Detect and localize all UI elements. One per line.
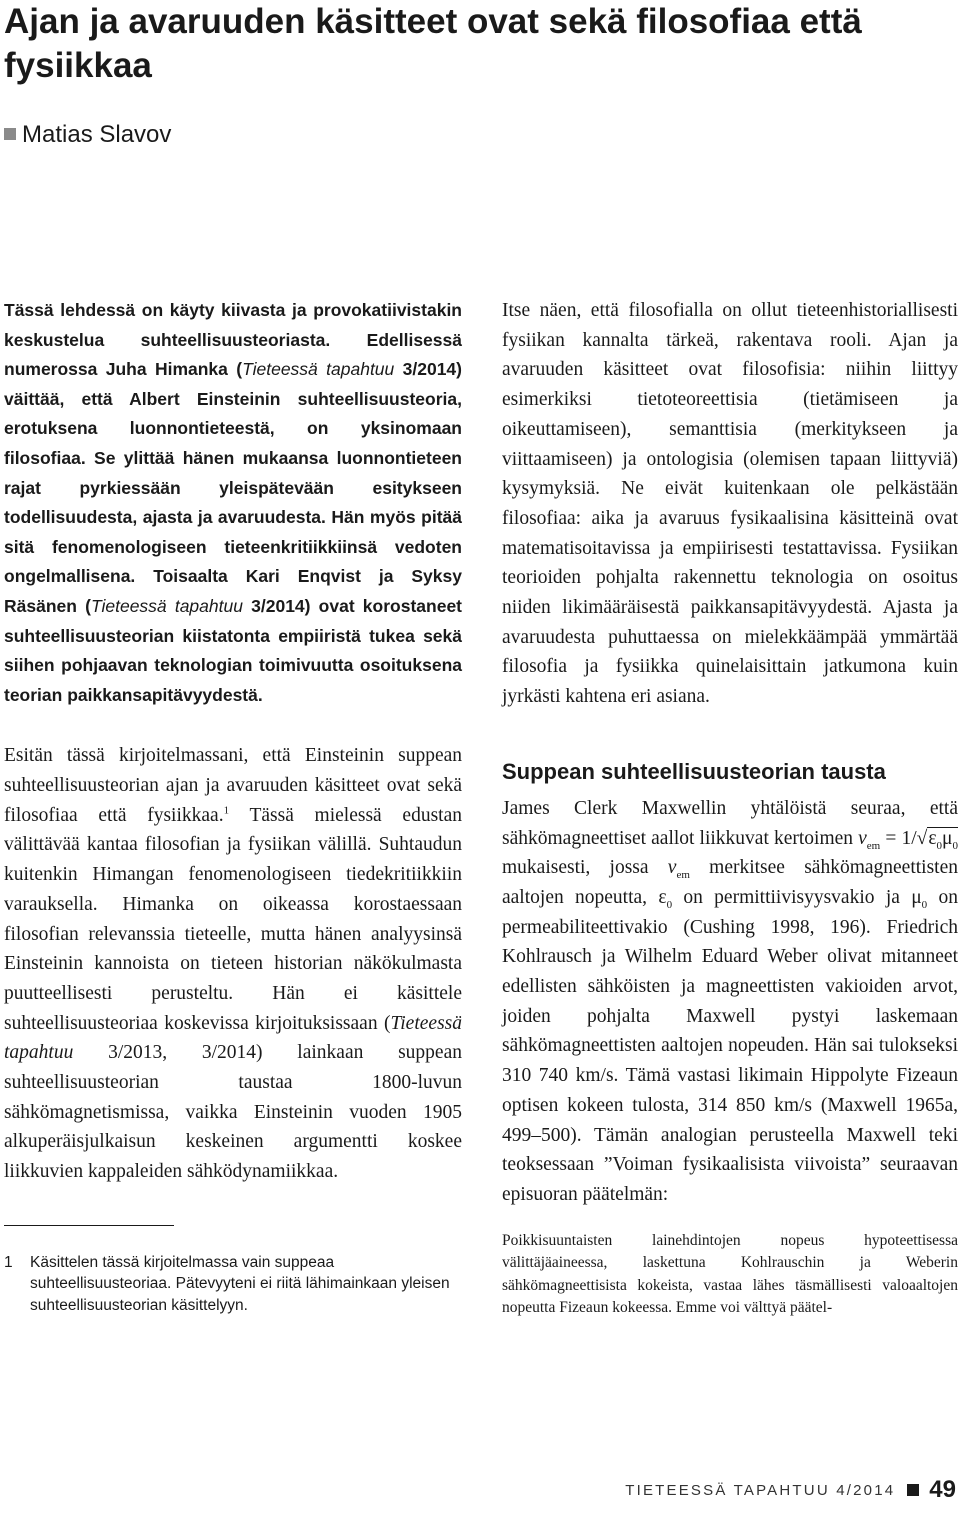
- epsilon-symbol: ε: [928, 827, 937, 849]
- lead-text-1: Tässä lehdessä on käyty kiivasta ja provokatiivistakin keskustelua suhteellisuusteoriasta. Edellisessä numerossa Juha Himanka (: [4, 300, 462, 380]
- page-number: 49: [929, 1476, 956, 1503]
- lead-paragraph: [4, 296, 462, 710]
- mu-subscript-2: 0: [921, 898, 928, 911]
- lead-text-2: 3/2014) väittää, että Albert Einsteinin suhteellisuusteoria, erotuksena luonnontieteestä, on yksinomaan filosofiaa. Se ylittää hänen mukaansa luonnontieteen rajat pyrkiessään yleispätevään esitykseen todellisuudesta, ajasta ja avaruudesta. Hän myös pitää sitä fenomenologiseen tieteenkritiikkiinsä vedoten ongelmallisena. Toisaalta Kari Enqvist ja Syksy Räsänen (: [4, 359, 462, 616]
- author-byline: [4, 118, 171, 152]
- mu-subscript: 0: [952, 839, 958, 852]
- lead-text-3: 3/2014) ovat korostaneet suhteellisuusteorian kiistatonta empiiristä tukea sekä siihen pohjaavan teknologian toimivuutta osoituksena teorian paikkansapitävyydestä.: [4, 595, 463, 705]
- epsilon-subscript: 0: [936, 839, 943, 852]
- epsilon-subscript-2: 0: [666, 898, 673, 911]
- lead-source-1: Tieteessä tapahtuu: [242, 359, 395, 380]
- nu-symbol-2: ν: [667, 857, 677, 879]
- left-column: [4, 296, 462, 1316]
- lead-source-2: Tieteessä tapahtuu: [90, 595, 243, 616]
- mu-symbol: μ: [942, 827, 953, 849]
- body-right-text-b: mukaisesti, jossa: [502, 857, 668, 879]
- square-bullet-icon: [4, 128, 16, 140]
- body-left-text-c: 3/2013, 3/2014) lainkaan suppean suhteellisuusteorian taustaa 1800-luvun sähkömagnetismissa, vaikka Einsteinin vuoden 1905 alkuperäisjulkaisun keskeinen argumentti koskee liikkuvien kappaleiden sähködynamiikkaa.: [4, 1042, 462, 1183]
- body-left-text-a: Esitän tässä kirjoitelmassani, että Einsteinin suppean suhteellisuusteorian ajan ja avaruuden käsitteet ovat sekä filosofiaa että fysiikkaa.: [4, 745, 462, 826]
- author-name: Matias Slavov: [22, 121, 172, 148]
- body-paragraph-right-1: Itse näen, että filosofialla on ollut tieteenhistoriallisesti fysiikan kannalta tärkeä, rakentava rooli. Ajan ja avaruuden käsitteet ovat filosofisia: niihin liittyy esimerkiksi tietoteoreettisia (tietämiseen ja oikeuttamiseen), semanttisia (merkitykseen ja viittaamiseen) ja ontologisia (olemisen tapaan liittyviä) kysymyksiä. Ne eivät kuitenkaan ole pelkästään filosofiaa: aika ja avaruus fysikaalisina käsitteinä ovat matematisoitavissa ja empiirisesti testattavissa. Fysiikan teorioiden pohjalta rakennettu teknologia on osoitus niiden likimääräisestä paikkansapitävyydestä. Ajasta ja avaruudesta puhuttaessa on mielekkäämpää ymmärtää filosofia ja fysiikka quinelaisittain jatkumona kuin jyrkästi kahtena eri asiana.: [502, 300, 958, 708]
- journal-name: TIETEESSÄ TAPAHTUU 4/2014: [625, 1481, 896, 1499]
- body-right-text-d: on permittiivisyysvakio ja: [672, 886, 912, 908]
- nu-subscript: em: [866, 839, 881, 852]
- block-quote: Poikkisuuntaisten lainehdintojen nopeus hypoteettisessa välittäjäaineessa, laskettuna Kohlrauschin ja Weberin sähkömagneettisista kokeista, vastaa lähes täsmällisesti valoaaltojen nopeutta Fizeaun kokeessa. Emme voi välttyä päätel-: [502, 1231, 958, 1317]
- right-column: [502, 296, 958, 1320]
- footnote: [4, 1252, 462, 1317]
- article-title: Ajan ja avaruuden käsitteet ovat sekä filosofiaa että fysiikkaa: [4, 2, 862, 85]
- formula-equals: = 1/√: [880, 827, 928, 849]
- nu-symbol: ν: [858, 827, 867, 849]
- body-paragraph-left: [4, 741, 462, 1187]
- footnote-ref[interactable]: 1: [223, 804, 230, 817]
- footnote-divider: [4, 1225, 174, 1226]
- square-icon: [907, 1484, 919, 1496]
- section-heading: Suppean suhteellisuusteorian tausta: [502, 758, 886, 784]
- body-left-text-b: Tässä mielessä edustan välittävää kantaa filosofian ja fysiikan välillä. Suhtaudun kuitenkin Himangan fenomenologiseen tiedekritiikkiin varauksella. Himanka on oikeassa korostaessaan filosofian relevanssia tieteelle, mutta hänen analyysinsä Einsteinin kannoista on tieteen historian näkökulmasta puutteellisesti perusteltu. Hän ei käsittele suhteellisuusteoriaa koskevissa kirjoituksissaan (: [4, 804, 462, 1034]
- body-right-text-a: James Clerk Maxwellin yhtälöistä seuraa, että sähkömagneettiset aallot liikkuvat kertoimen: [502, 797, 958, 849]
- formula-velocity: [858, 827, 958, 852]
- page-footer: [625, 1476, 956, 1504]
- body-right-text-e: on permeabiliteettivakio (Cushing 1998, 196). Friedrich Kohlrausch ja Wilhelm Eduard Weber olivat mitanneet edellisten sähköisten ja magneettisten vakioiden arvot, joiden pohjalta Maxwell pystyi laskemaan sähkömagneettisten aaltojen nopeuden. Hän sai tulokseksi 310 740 km/s. Tämä vastasi likimain Hippolyte Fizeaun optisen kokeen tulosta, 314 850 km/s (Maxwell 1965a, 499–500). Tämän analogian perusteella Maxwell teki teoksessaan ”Voiman fysikaalisista viivoista” seuraavan episuoran päätelmän:: [502, 886, 958, 1205]
- body-paragraph-right-2: [502, 794, 958, 1210]
- footnote-number: 1: [4, 1253, 13, 1271]
- epsilon-symbol-2: ε: [658, 886, 667, 908]
- body-right-text-c: merkitsee sähkömagneettisten aaltojen nopeutta,: [502, 857, 958, 908]
- nu-subscript-2: em: [676, 869, 690, 882]
- footnote-text: Käsittelen tässä kirjoitelmassa vain suppeaa suhteellisuusteoriaa. Pätevyyteni ei riitä lähimainkaan yleisen suhteellisuusteorian käsittelyyn.: [30, 1253, 450, 1314]
- sqrt-term: [927, 827, 958, 852]
- mu-symbol-2: μ: [911, 886, 922, 908]
- body-left-source: Tieteessä tapahtuu: [4, 1012, 462, 1064]
